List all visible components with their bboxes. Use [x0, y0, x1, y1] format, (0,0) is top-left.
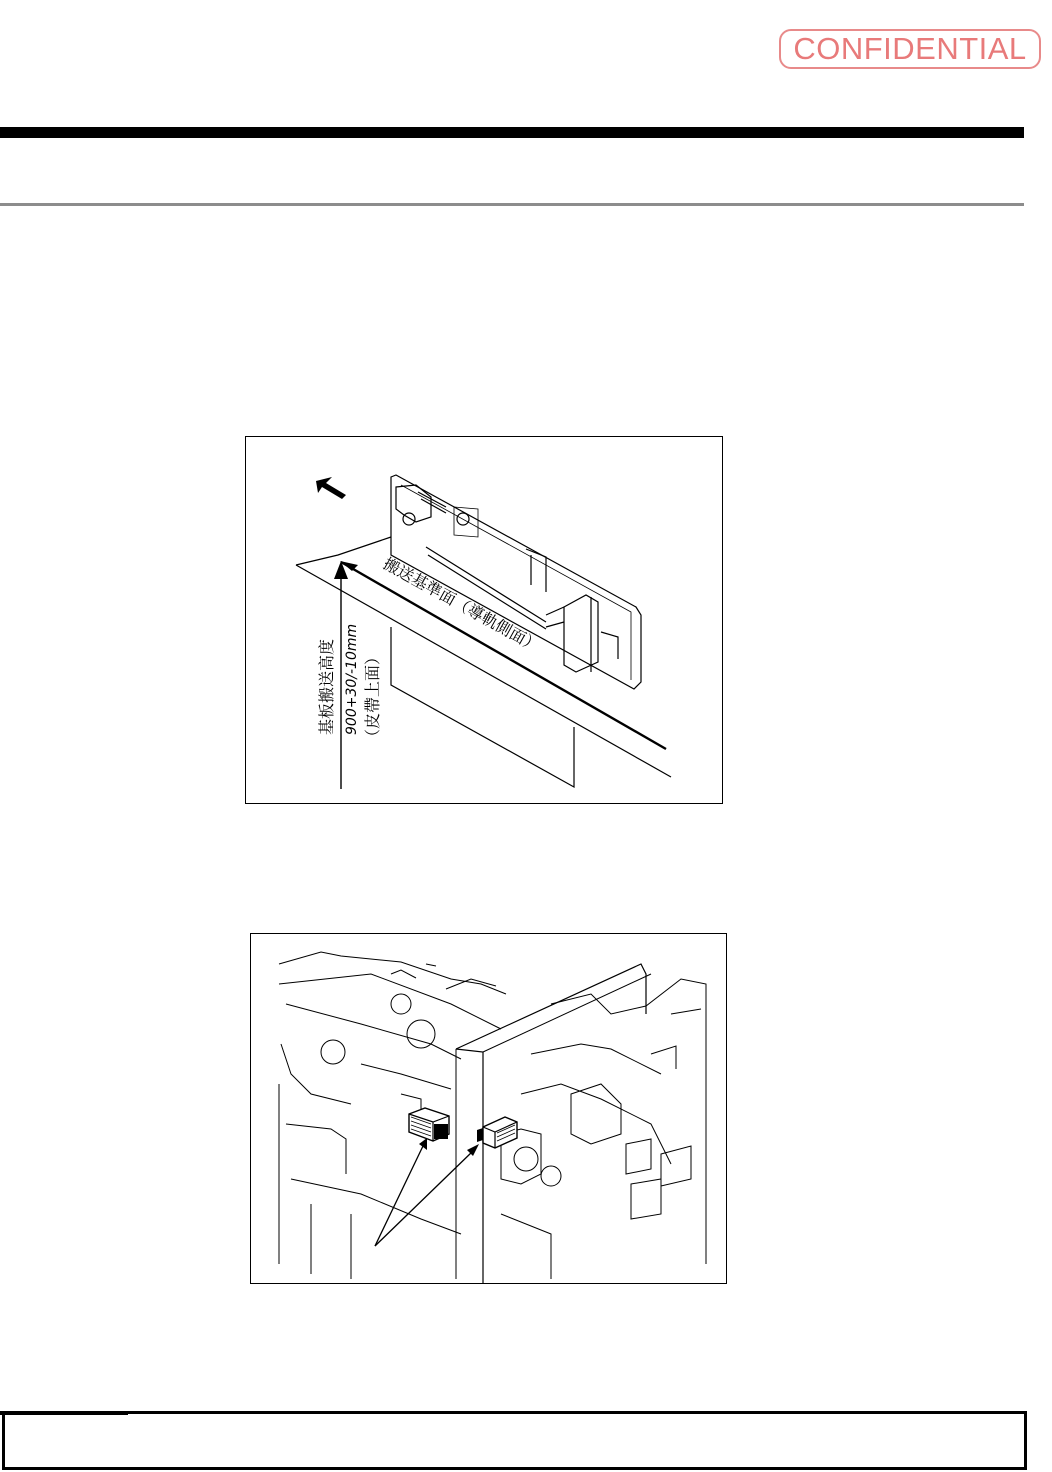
transfer-height-value: 900+30/-10mm [344, 623, 360, 735]
reference-plane-line [341, 562, 666, 749]
footer-frame [2, 1411, 1027, 1470]
transfer-height-note: （皮帶上面） [363, 648, 382, 745]
confidential-stamp: CONFIDENTIAL [779, 29, 1041, 69]
flow-direction-arrow-icon [316, 477, 346, 499]
block-left [409, 1108, 449, 1141]
figure-machine-interior [250, 933, 727, 1284]
figure-transfer-reference-drawing [246, 437, 722, 803]
reference-plane-label: 搬送基準面（導軌側面） [380, 553, 544, 656]
figure-machine-interior-drawing [251, 934, 726, 1283]
figure-transfer-reference [245, 436, 723, 804]
transfer-height-title: 基板搬送高度 [317, 638, 336, 735]
footer-tab [0, 1411, 128, 1415]
header-rule-thin [0, 203, 1024, 206]
leader-arrows [375, 1138, 479, 1246]
header-rule-thick [0, 127, 1024, 138]
